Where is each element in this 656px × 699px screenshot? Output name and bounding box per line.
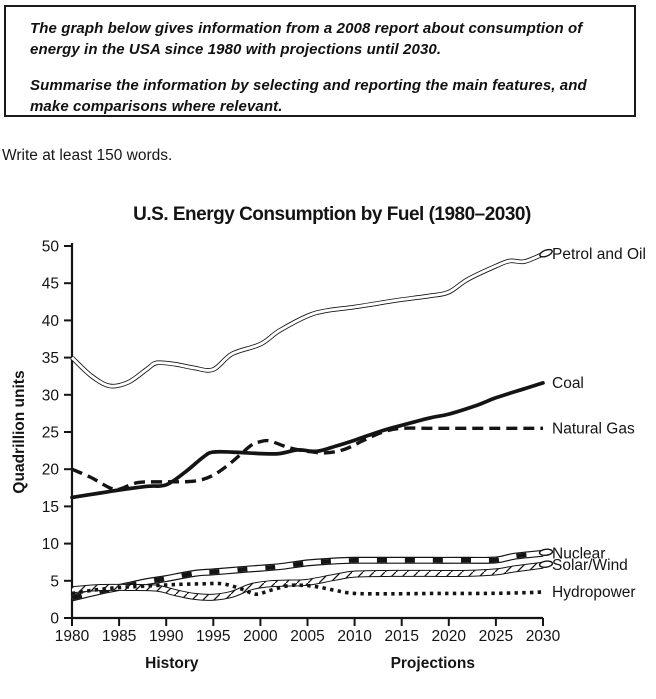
x-tick-label: 2005 (290, 628, 325, 645)
word-count-instruction: Write at least 150 words. (2, 147, 173, 164)
x-tick-label: 2020 (431, 628, 467, 645)
series-coal (72, 383, 543, 498)
x-tick-label: 2030 (525, 628, 561, 645)
series-petrol-and-oil (72, 254, 543, 386)
x-tick-label: 2010 (337, 628, 372, 645)
series-nuclear-end-loop (539, 549, 553, 556)
series-label-nuclear: Nuclear (552, 545, 606, 563)
series-label-coal: Coal (552, 374, 584, 392)
y-tick-label: 20 (41, 461, 59, 479)
series-label-petrol-and-oil: Petrol and Oil (552, 246, 646, 264)
y-tick-label: 0 (50, 610, 59, 628)
axis-annotation-history: History (145, 655, 199, 672)
series-natural-gas (72, 428, 543, 490)
axis-annotation-projections: Projections (390, 655, 475, 672)
y-tick-label: 40 (41, 312, 59, 330)
y-axis-label: Quadrillion units (11, 370, 28, 494)
chart-title: U.S. Energy Consumption by Fuel (1980–2030) (133, 204, 531, 225)
x-tick-label: 1980 (54, 628, 90, 645)
task-prompt-line-2: Summarise the information by selecting and reporting the main features, and make comparisons where relevant. (30, 76, 587, 115)
y-tick-label: 5 (50, 573, 59, 591)
x-tick-label: 2025 (478, 628, 514, 645)
series-label-natural-gas: Natural Gas (552, 420, 635, 438)
series-petrol-and-oil-end-loop (539, 248, 553, 258)
series-solar-wind-end-loop (539, 560, 553, 568)
y-tick-label: 15 (41, 498, 59, 516)
x-tick-label: 1990 (148, 628, 184, 645)
x-tick-label: 1985 (101, 628, 137, 645)
x-tick-label: 2015 (384, 628, 419, 645)
y-tick-label: 10 (41, 536, 59, 554)
task-prompt-line-1: The graph below gives information from a 2008 report about consumption of energy in the USA since 1980 with projections until 2030. (30, 20, 583, 59)
series-petrol-and-oil (72, 254, 543, 386)
x-tick-label: 1995 (196, 628, 231, 645)
y-tick-label: 30 (41, 387, 59, 405)
y-tick-label: 35 (41, 350, 59, 368)
y-tick-label: 25 (41, 424, 59, 442)
x-tick-label: 2000 (243, 628, 278, 645)
y-tick-label: 45 (41, 275, 59, 293)
series-label-solar-wind: Solar/Wind (552, 557, 628, 575)
series-label-hydropower: Hydropower (552, 583, 636, 601)
y-tick-label: 50 (41, 238, 59, 256)
